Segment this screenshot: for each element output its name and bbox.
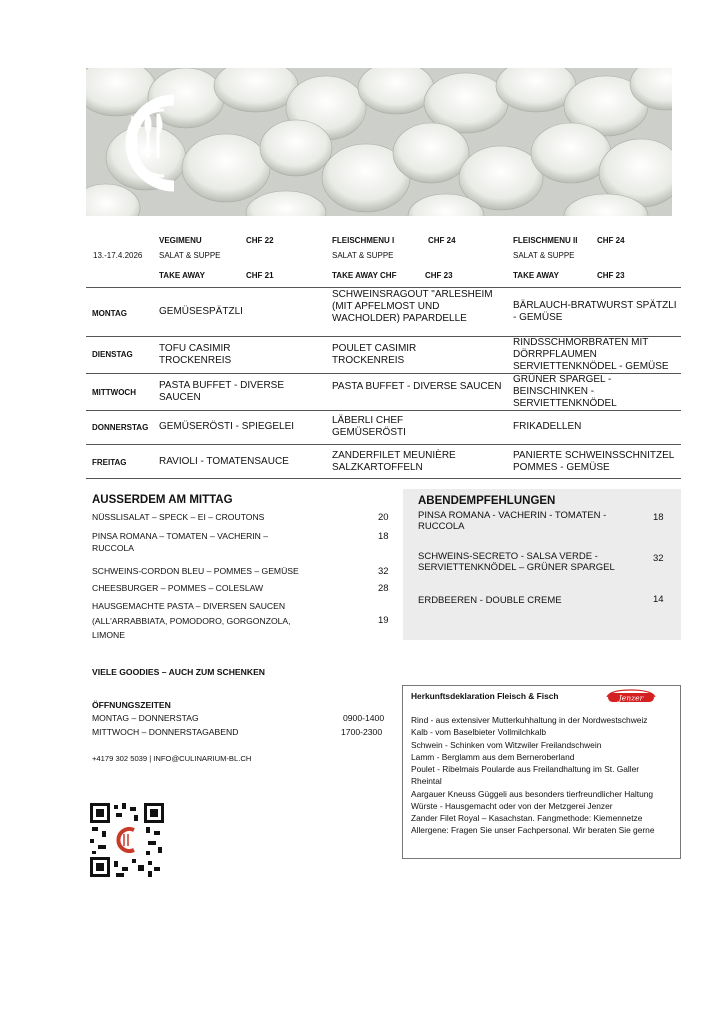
- lunch-item: CHEESBURGER – POMMES – COLESLAW: [92, 583, 264, 593]
- jenzer-logo-icon: [604, 688, 658, 704]
- lunch-item: SCHWEINS-CORDON BLEU – POMMES – GEMÜSE: [92, 566, 299, 576]
- origin-line: Aargauer Kneuss Güggeli aus besonders tierfreundlicher Haltung: [411, 789, 654, 799]
- hours-time: 0900-1400: [343, 713, 385, 723]
- hours-time: 1700-2300: [341, 727, 383, 737]
- origin-title: Herkunftsdeklaration Fleisch & Fisch: [411, 691, 559, 701]
- dish-meat2: RINDSSCHMORBRATEN MIT DÖRRPFLAUMEN SERVIETTENKNÖDEL - GEMÜSE: [513, 337, 669, 372]
- day-label: FREITAG: [92, 458, 127, 467]
- origin-line: Schwein - Schinken vom Witzwiler Freilandschwein: [411, 740, 602, 750]
- dish-veg: GEMÜSERÖSTI - SPIEGELEI: [159, 421, 295, 432]
- hours-days: MONTAG – DONNERSTAG: [92, 713, 199, 723]
- dish-meat2: GRÜNER SPARGEL - BEINSCHINKEN - SERVIETTENKNÖDEL: [513, 374, 617, 409]
- lunch-item: HAUSGEMACHTE PASTA – DIVERSEN SAUCEN (ALL'ARRABBIATA, POMODORO, GORGONZOLA, LIMONE: [92, 601, 291, 640]
- evening-price: 14: [653, 594, 664, 605]
- dish-meat1: LÄBERLI CHEF GEMÜSERÖSTI: [332, 415, 406, 438]
- origin-line: Zander Filet Royal – Kasachstan. Fangmethode: Kiemennetze: [411, 813, 643, 823]
- contact-info: +4179 302 5039 | INFO@CULINARIUM-BL.CH: [92, 754, 252, 763]
- takeaway-price: CHF 23: [425, 271, 453, 280]
- day-label: DONNERSTAG: [92, 423, 149, 432]
- svg-text:Jenzer: Jenzer: [618, 693, 644, 703]
- hours-days: MITTWOCH – DONNERSTAGABEND: [92, 727, 239, 737]
- lunch-price: 32: [378, 566, 389, 577]
- dish-meat2: BÄRLAUCH-BRATWURST SPÄTZLI - GEMÜSE: [513, 300, 677, 323]
- dish-meat2: FRIKADELLEN: [513, 421, 582, 432]
- evening-item: ERDBEEREN - DOUBLE CREME: [418, 595, 562, 606]
- dish-meat2: PANIERTE SCHWEINSSCHNITZEL POMMES - GEMÜSE: [513, 450, 674, 473]
- day-label: MITTWOCH: [92, 388, 136, 397]
- lunch-price: 20: [378, 512, 389, 523]
- evening-price: 18: [653, 512, 664, 523]
- origin-line: Rind - aus extensiver Mutterkuhhaltung in der Nordwestschweiz: [411, 715, 648, 725]
- dish-meat1: POULET CASIMIR TROCKENREIS: [332, 343, 417, 366]
- lunch-price: 28: [378, 583, 389, 594]
- qr-code[interactable]: [90, 803, 164, 877]
- lunch-item: PINSA ROMANA – TOMATEN – VACHERIN – RUCCOLA: [92, 531, 269, 553]
- menu-sub: SALAT & SUPPE: [513, 251, 575, 260]
- table-divider: [86, 478, 681, 479]
- menu-sub: SALAT & SUPPE: [159, 251, 221, 260]
- origin-line: Kalb - vom Baselbieter Vollmilchkalb: [411, 727, 546, 737]
- header-image: [86, 68, 672, 216]
- origin-line: Lamm - Berglamm aus dem Berneroberland: [411, 752, 575, 762]
- table-divider: [86, 444, 681, 445]
- origin-line: Poulet - Ribelmais Poularde aus Freilandhaltung im St. Galler: [411, 764, 640, 774]
- takeaway-price: CHF 21: [246, 271, 274, 280]
- dish-meat1: PASTA BUFFET - DIVERSE SAUCEN: [332, 381, 502, 392]
- lunch-title: AUSSERDEM AM MITTAG: [92, 494, 233, 506]
- date-range: 13.-17.4.2026: [93, 251, 143, 260]
- dish-veg: TOFU CASIMIR TROCKENREIS: [159, 343, 232, 366]
- evening-item: PINSA ROMANA - VACHERIN - TOMATEN - RUCCOLA: [418, 510, 607, 532]
- menu-label: FLEISCHMENU I: [332, 236, 395, 245]
- menu-price: CHF 22: [246, 236, 274, 245]
- lunch-price: 18: [378, 531, 389, 542]
- hours-title: ÖFFNUNGSZEITEN: [92, 700, 171, 710]
- evening-title: ABENDEMPFEHLUNGEN: [418, 495, 556, 507]
- dish-veg: GEMÜSESPÄTZLI: [159, 306, 243, 317]
- menu-price: CHF 24: [597, 236, 625, 245]
- table-divider: [86, 287, 681, 288]
- lunch-item: NÜSSLISALAT – SPECK – EI – CROUTONS: [92, 512, 265, 522]
- origin-line: Rheintal: [411, 776, 442, 786]
- dish-meat1: ZANDERFILET MEUNIÈRE SALZKARTOFFELN: [332, 450, 456, 473]
- goodies-note: VIELE GOODIES – AUCH ZUM SCHENKEN: [92, 667, 266, 677]
- day-label: MONTAG: [92, 309, 127, 318]
- origin-line: Würste - Hausgemacht oder von der Metzgerei Jenzer: [411, 801, 613, 811]
- takeaway-price: CHF 23: [597, 271, 625, 280]
- dish-meat1: SCHWEINSRAGOUT "ARLESHEIM (MIT APFELMOST UND WACHOLDER) PAPARDELLE: [332, 289, 493, 324]
- origin-line: Allergene: Fragen Sie unser Fachpersonal. Wir beraten Sie gerne: [411, 825, 655, 835]
- menu-sub: SALAT & SUPPE: [332, 251, 394, 260]
- takeaway-label: TAKE AWAY: [513, 271, 559, 280]
- menu-price: CHF 24: [428, 236, 456, 245]
- lunch-price: 19: [378, 615, 389, 626]
- menu-label: VEGIMENU: [159, 236, 202, 245]
- day-label: DIENSTAG: [92, 350, 133, 359]
- dish-veg: PASTA BUFFET - DIVERSE SAUCEN: [159, 380, 285, 403]
- qr-code-icon: [90, 803, 164, 877]
- jenzer-logo: [604, 688, 658, 704]
- table-divider: [86, 410, 681, 411]
- menu-label: FLEISCHMENU II: [513, 236, 578, 245]
- takeaway-label: TAKE AWAY: [159, 271, 205, 280]
- dish-veg: RAVIOLI - TOMATENSAUCE: [159, 456, 289, 467]
- takeaway-label: TAKE AWAY CHF: [332, 271, 397, 280]
- evening-item: SCHWEINS-SECRETO - SALSA VERDE - SERVIETTENKNÖDEL – GRÜNER SPARGEL: [418, 551, 615, 573]
- evening-price: 32: [653, 553, 664, 564]
